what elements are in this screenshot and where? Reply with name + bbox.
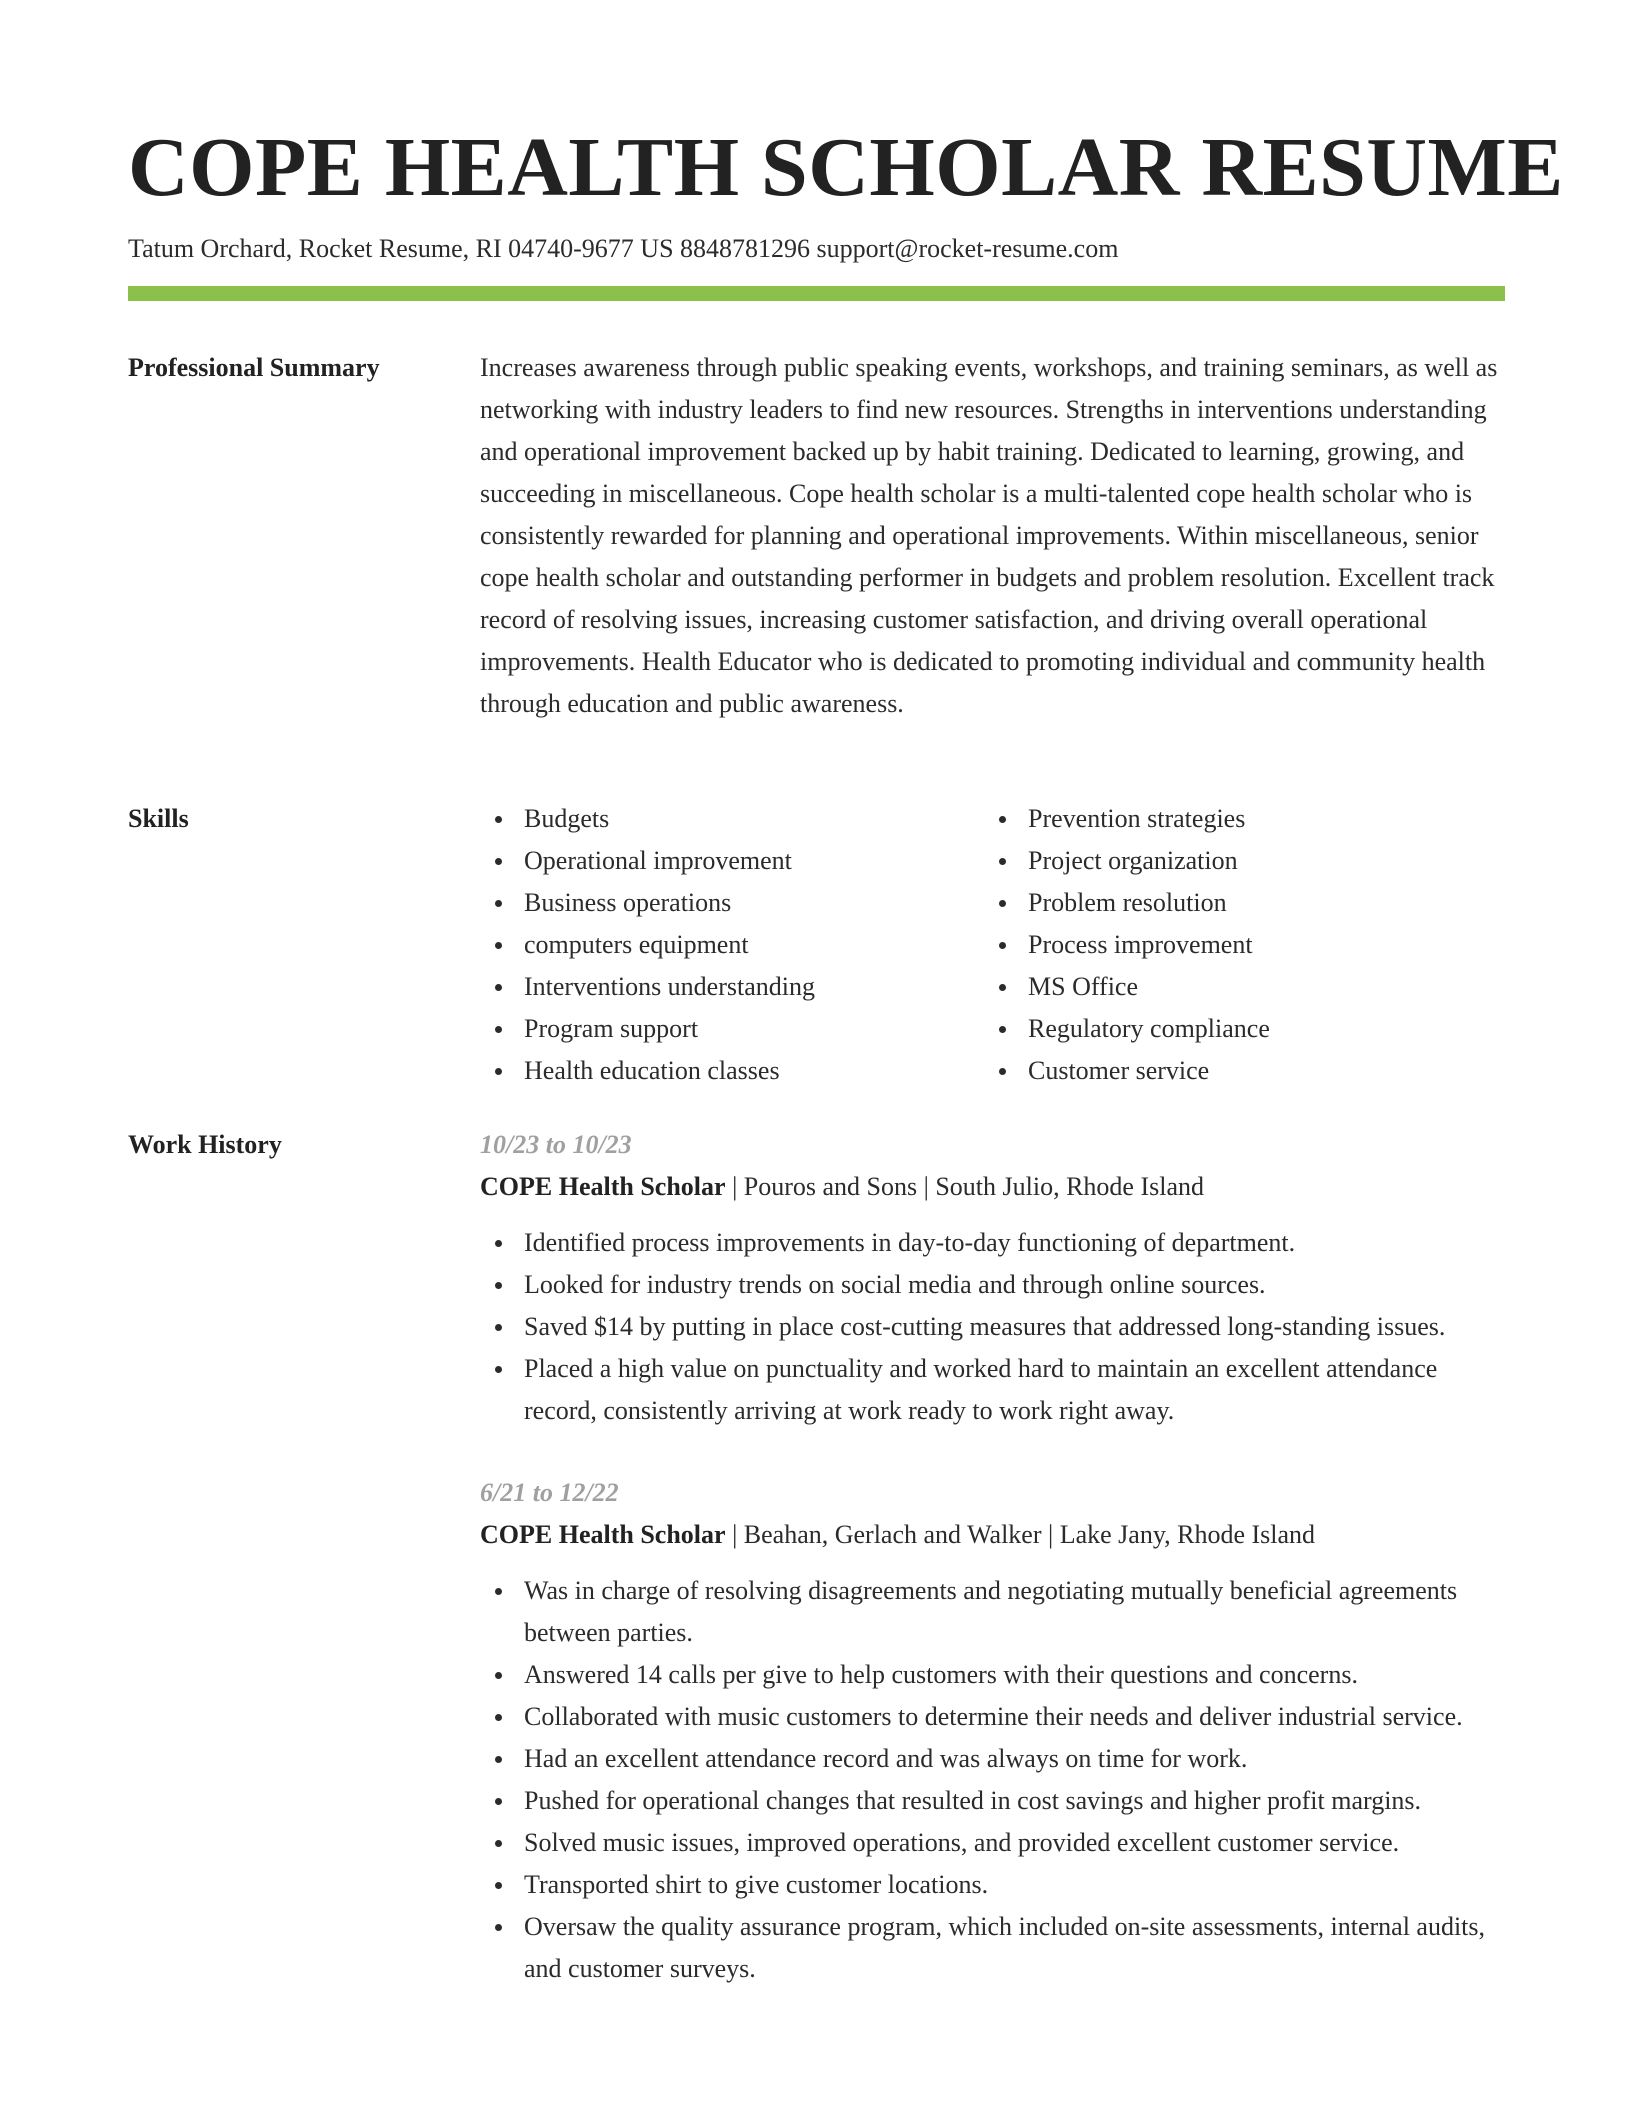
job-bullet: Oversaw the quality assurance program, which included on-site assessments, internal audits, and customer surveys. xyxy=(480,1906,1505,1990)
skill-item: Customer service xyxy=(984,1050,1488,1092)
skill-item: Program support xyxy=(480,1008,984,1050)
skill-item: Process improvement xyxy=(984,924,1488,966)
job-bullet-list xyxy=(480,1570,1505,1990)
skills-columns xyxy=(480,798,1505,1092)
skill-item: Project organization xyxy=(984,840,1488,882)
skill-item: MS Office xyxy=(984,966,1488,1008)
skills-heading: Skills xyxy=(128,804,189,833)
job-title: COPE Health Scholar xyxy=(480,1172,726,1201)
job-bullet: Collaborated with music customers to determine their needs and deliver industrial service. xyxy=(480,1696,1505,1738)
job-bullet: Pushed for operational changes that resulted in cost savings and higher profit margins. xyxy=(480,1780,1505,1822)
skill-item: Interventions understanding xyxy=(480,966,984,1008)
skill-item: Operational improvement xyxy=(480,840,984,882)
skill-item: Regulatory compliance xyxy=(984,1008,1488,1050)
job-bullet: Had an excellent attendance record and was always on time for work. xyxy=(480,1738,1505,1780)
job-bullet: Saved $14 by putting in place cost-cutting measures that addressed long-standing issues. xyxy=(480,1306,1505,1348)
work-history-heading: Work History xyxy=(128,1130,282,1159)
job-details: | Beahan, Gerlach and Walker | Lake Jany, Rhode Island xyxy=(725,1520,1316,1549)
skills-right-list xyxy=(984,798,1488,1092)
job-heading-line xyxy=(480,1166,1505,1208)
job-bullet: Looked for industry trends on social media and through online sources. xyxy=(480,1264,1505,1306)
skill-item: Prevention strategies xyxy=(984,798,1488,840)
accent-divider xyxy=(128,286,1505,301)
skill-item: Business operations xyxy=(480,882,984,924)
job-heading-line xyxy=(480,1514,1505,1556)
job-details: | Pouros and Sons | South Julio, Rhode Island xyxy=(725,1172,1204,1201)
job-entry xyxy=(480,1472,1505,1990)
job-bullet: Placed a high value on punctuality and worked hard to maintain an excellent attendance record, consistently arriving at work ready to work right away. xyxy=(480,1348,1505,1432)
job-title: COPE Health Scholar xyxy=(480,1520,726,1549)
skill-item: Problem resolution xyxy=(984,882,1488,924)
resume-title: COPE HEALTH SCHOLAR RESUME xyxy=(128,121,1564,214)
summary-text: Increases awareness through public speaking events, workshops, and training seminars, as well as networking with industry leaders to find new resources. Strengths in interventions understanding and operational improvement backed up by habit training. Dedicated to learning, growing, and succeeding in miscellaneous. Cope health scholar is a multi-talented cope health scholar who is consistently rewarded for planning and operational improvements. Within miscellaneous, senior cope health scholar and outstanding performer in budgets and problem resolution. Excellent track record of resolving issues, increasing customer satisfaction, and driving overall operational improvements. Health Educator who is dedicated to promoting individual and community health through education and public awareness. xyxy=(480,353,1498,718)
skills-left-list xyxy=(480,798,984,1092)
job-bullet: Identified process improvements in day-to-day functioning of department. xyxy=(480,1222,1505,1264)
work-history-entries xyxy=(480,1124,1505,2030)
job-bullet: Solved music issues, improved operations, and provided excellent customer service. xyxy=(480,1822,1505,1864)
job-bullet: Transported shirt to give customer locations. xyxy=(480,1864,1505,1906)
contact-line: Tatum Orchard, Rocket Resume, RI 04740-9677 US 8848781296 support@rocket-resume.com xyxy=(128,234,1119,263)
skill-item: Budgets xyxy=(480,798,984,840)
job-entry xyxy=(480,1124,1505,1432)
job-dates: 10/23 to 10/23 xyxy=(480,1130,632,1159)
summary-heading: Professional Summary xyxy=(128,353,380,382)
skill-item: computers equipment xyxy=(480,924,984,966)
skill-item: Health education classes xyxy=(480,1050,984,1092)
job-bullet: Was in charge of resolving disagreements and negotiating mutually beneficial agreements between parties. xyxy=(480,1570,1505,1654)
job-bullet: Answered 14 calls per give to help customers with their questions and concerns. xyxy=(480,1654,1505,1696)
job-dates: 6/21 to 12/22 xyxy=(480,1478,619,1507)
job-bullet-list xyxy=(480,1222,1505,1432)
